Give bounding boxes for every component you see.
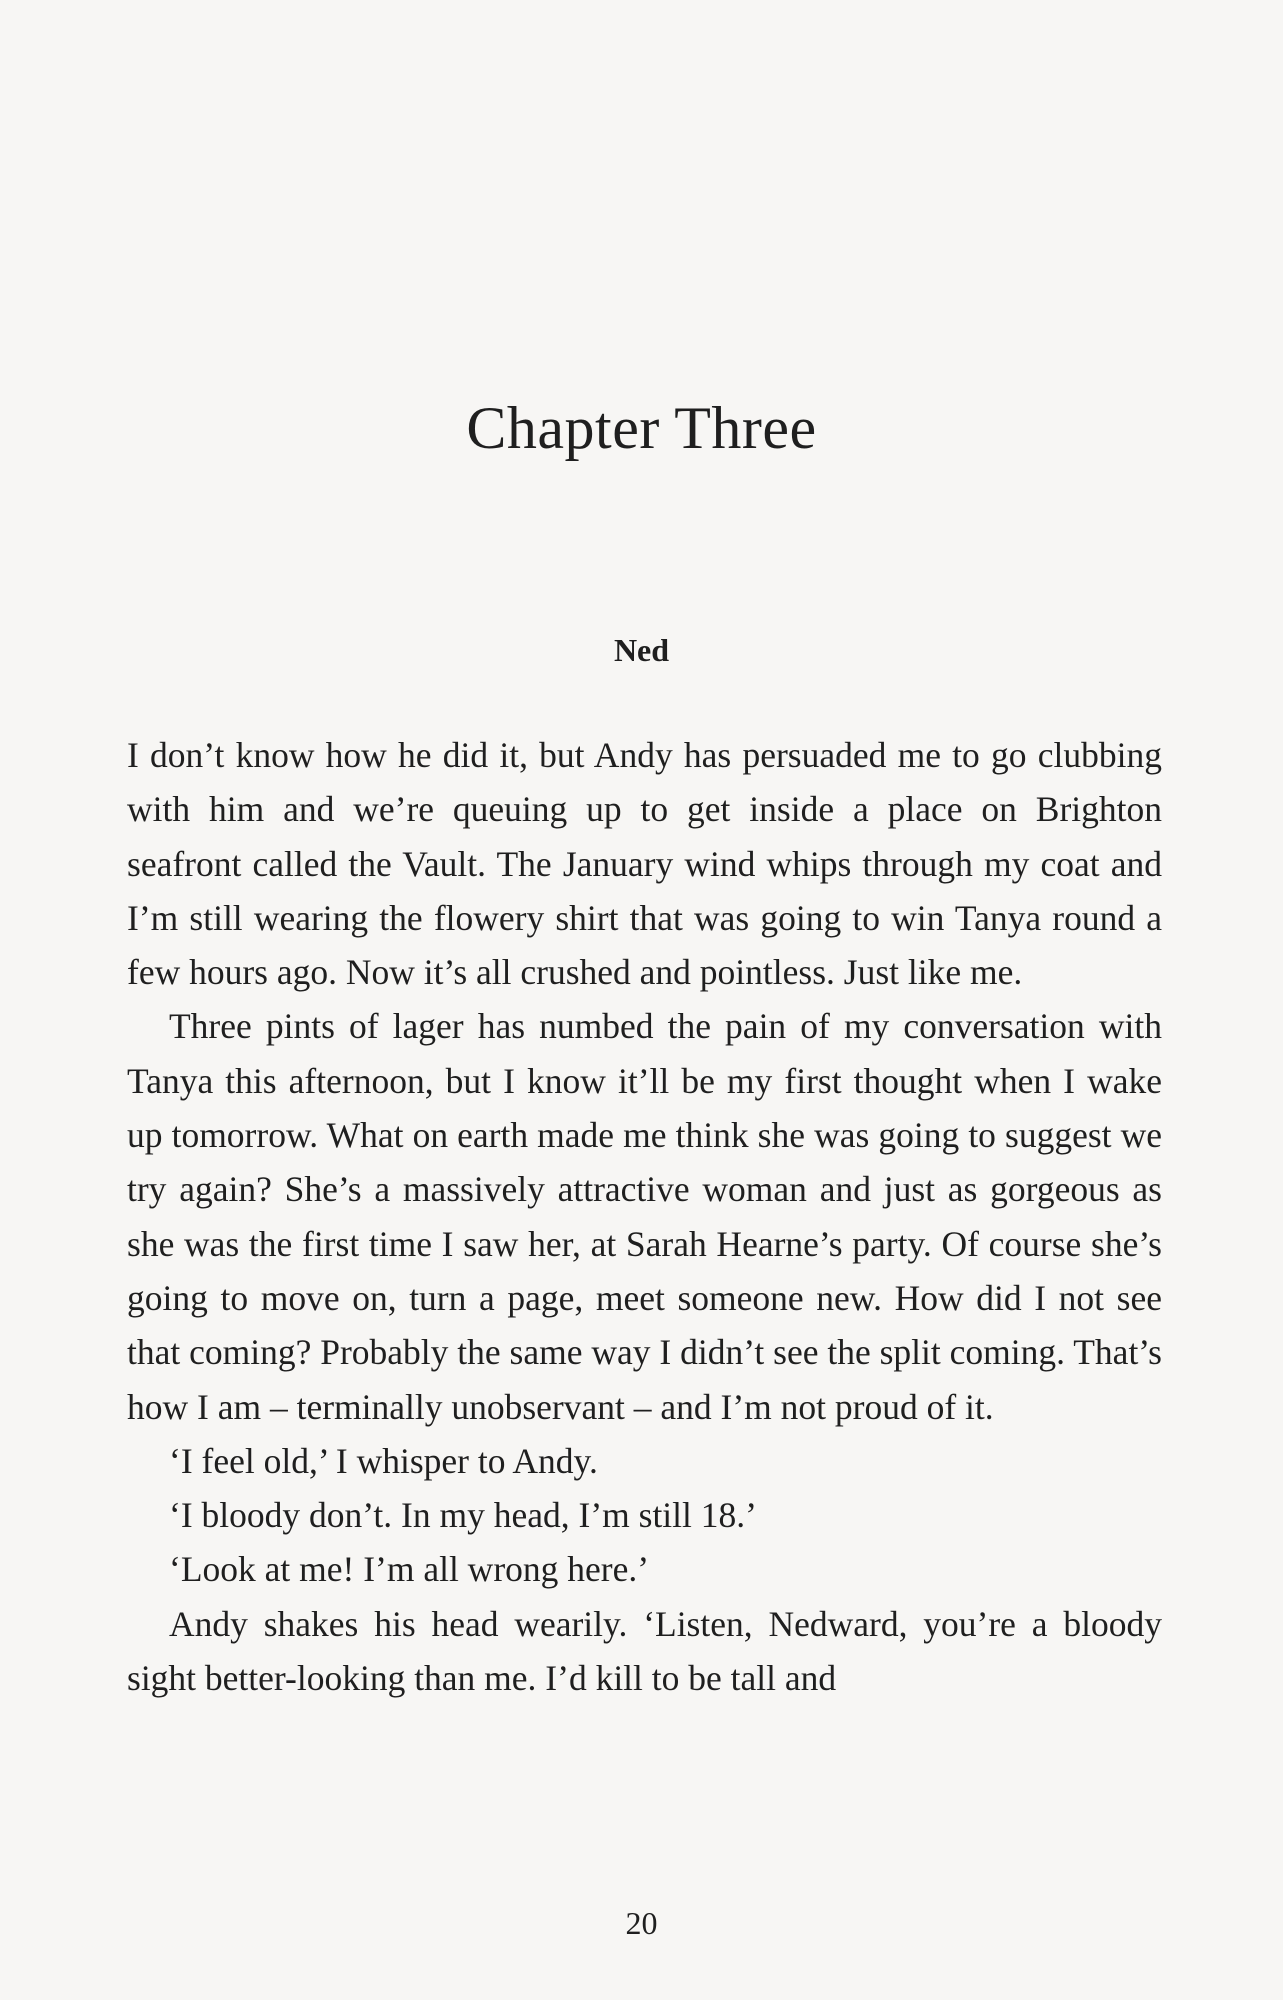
paragraph-6: Andy shakes his head wearily. ‘Listen, Nedward, you’re a bloody sight better-looking than me. I’d kill to be tall and xyxy=(127,1603,1162,1699)
paragraph-2: Three pints of lager has numbed the pain of my conversation with Tanya this afternoon, but I know it’ll be my first thought when I wake up tomorrow. What on earth made me think she was going to suggest we try again? She’s a massively attractive woman and just as gorgeous as she was the first time I saw her, at Sarah Hearne’s party. Of course she’s going to move on, turn a page, meet someone new. How did I not see that coming? Probably the same way I didn’t see the split coming. That’s how I am – terminally unobservant – and I’m not proud of it. xyxy=(127,1006,1162,1427)
paragraph-3: ‘I feel old,’ I whisper to Andy. xyxy=(169,1440,598,1481)
body-text xyxy=(127,728,1162,1705)
page-number: 20 xyxy=(625,1905,658,1941)
chapter-title: Chapter Three xyxy=(466,395,817,461)
section-title: Ned xyxy=(613,632,670,668)
paragraph-1: I don’t know how he did it, but Andy has persuaded me to go clubbing with him and we’re queuing up to get inside a place on Brighton seafront called the Vault. The January wind whips through my coat and I’m still wearing the flowery shirt that was going to win Tanya round a few hours ago. Now it’s all crushed and pointless. Just like me. xyxy=(127,735,1162,993)
paragraph-5: ‘Look at me! I’m all wrong here.’ xyxy=(169,1549,650,1590)
paragraph-4: ‘I bloody don’t. In my head, I’m still 18.’ xyxy=(169,1495,757,1536)
